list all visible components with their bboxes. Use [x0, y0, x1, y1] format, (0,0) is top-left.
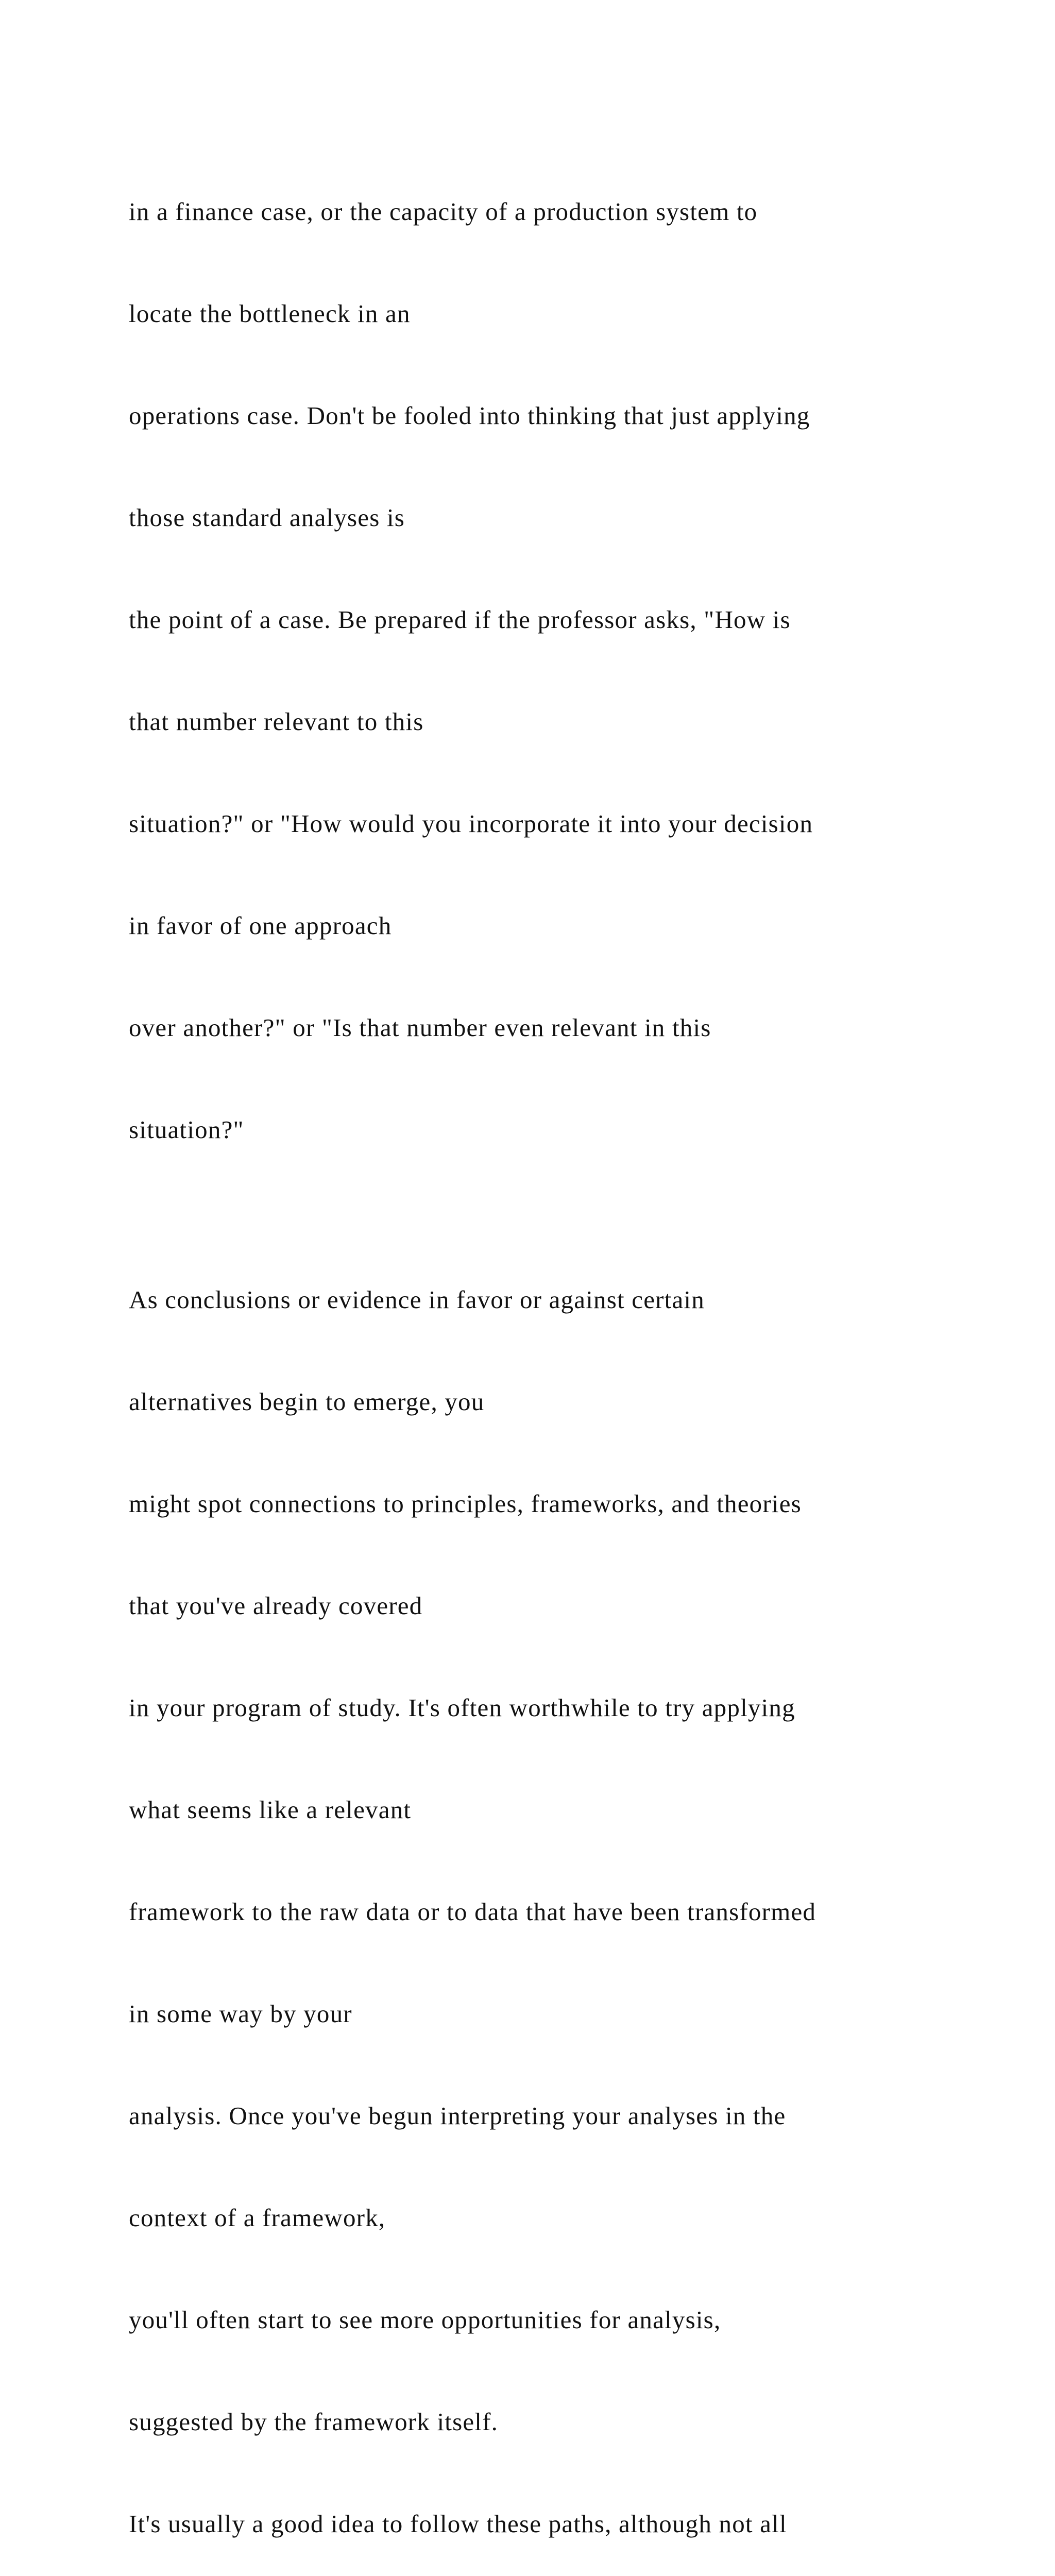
text-line: that you've already covered — [129, 1591, 423, 1620]
text-line: suggested by the framework itself. — [129, 2408, 499, 2436]
text-line: locate the bottleneck in an — [129, 299, 411, 328]
text-line: over another?" or "Is that number even relevant in this — [129, 1013, 711, 1042]
text-line: you'll often start to see more opportunities for analysis, — [129, 2306, 721, 2334]
text-line: might spot connections to principles, frameworks, and theories — [129, 1489, 802, 1518]
document-body — [129, 127, 1046, 2576]
text-line: analysis. Once you've begun interpreting your analyses in the — [129, 2102, 786, 2130]
text-line: context of a framework, — [129, 2204, 386, 2232]
text-line: As conclusions or evidence in favor or against certain — [129, 1285, 705, 1314]
text-line: the point of a case. Be prepared if the professor asks, "How is — [129, 605, 791, 634]
text-line: in a finance case, or the capacity of a production system to — [129, 197, 758, 226]
text-line: in your program of study. It's often worthwhile to try applying — [129, 1693, 795, 1722]
text-line: what seems like a relevant — [129, 1795, 412, 1824]
text-line: those standard analyses is — [129, 503, 405, 532]
text-line: in favor of one approach — [129, 911, 392, 940]
text-line: situation?" or "How would you incorporate it into your decision — [129, 809, 813, 838]
text-line: alternatives begin to emerge, you — [129, 1387, 485, 1416]
text-line: It's usually a good idea to follow these paths, although not all — [129, 2510, 787, 2538]
text-line: in some way by your — [129, 1999, 352, 2028]
text-line: framework to the raw data or to data that have been transformed — [129, 1897, 816, 1926]
text-line: situation?" — [129, 1115, 244, 1144]
text-line: that number relevant to this — [129, 707, 424, 736]
text-line: operations case. Don't be fooled into thinking that just applying — [129, 401, 810, 430]
